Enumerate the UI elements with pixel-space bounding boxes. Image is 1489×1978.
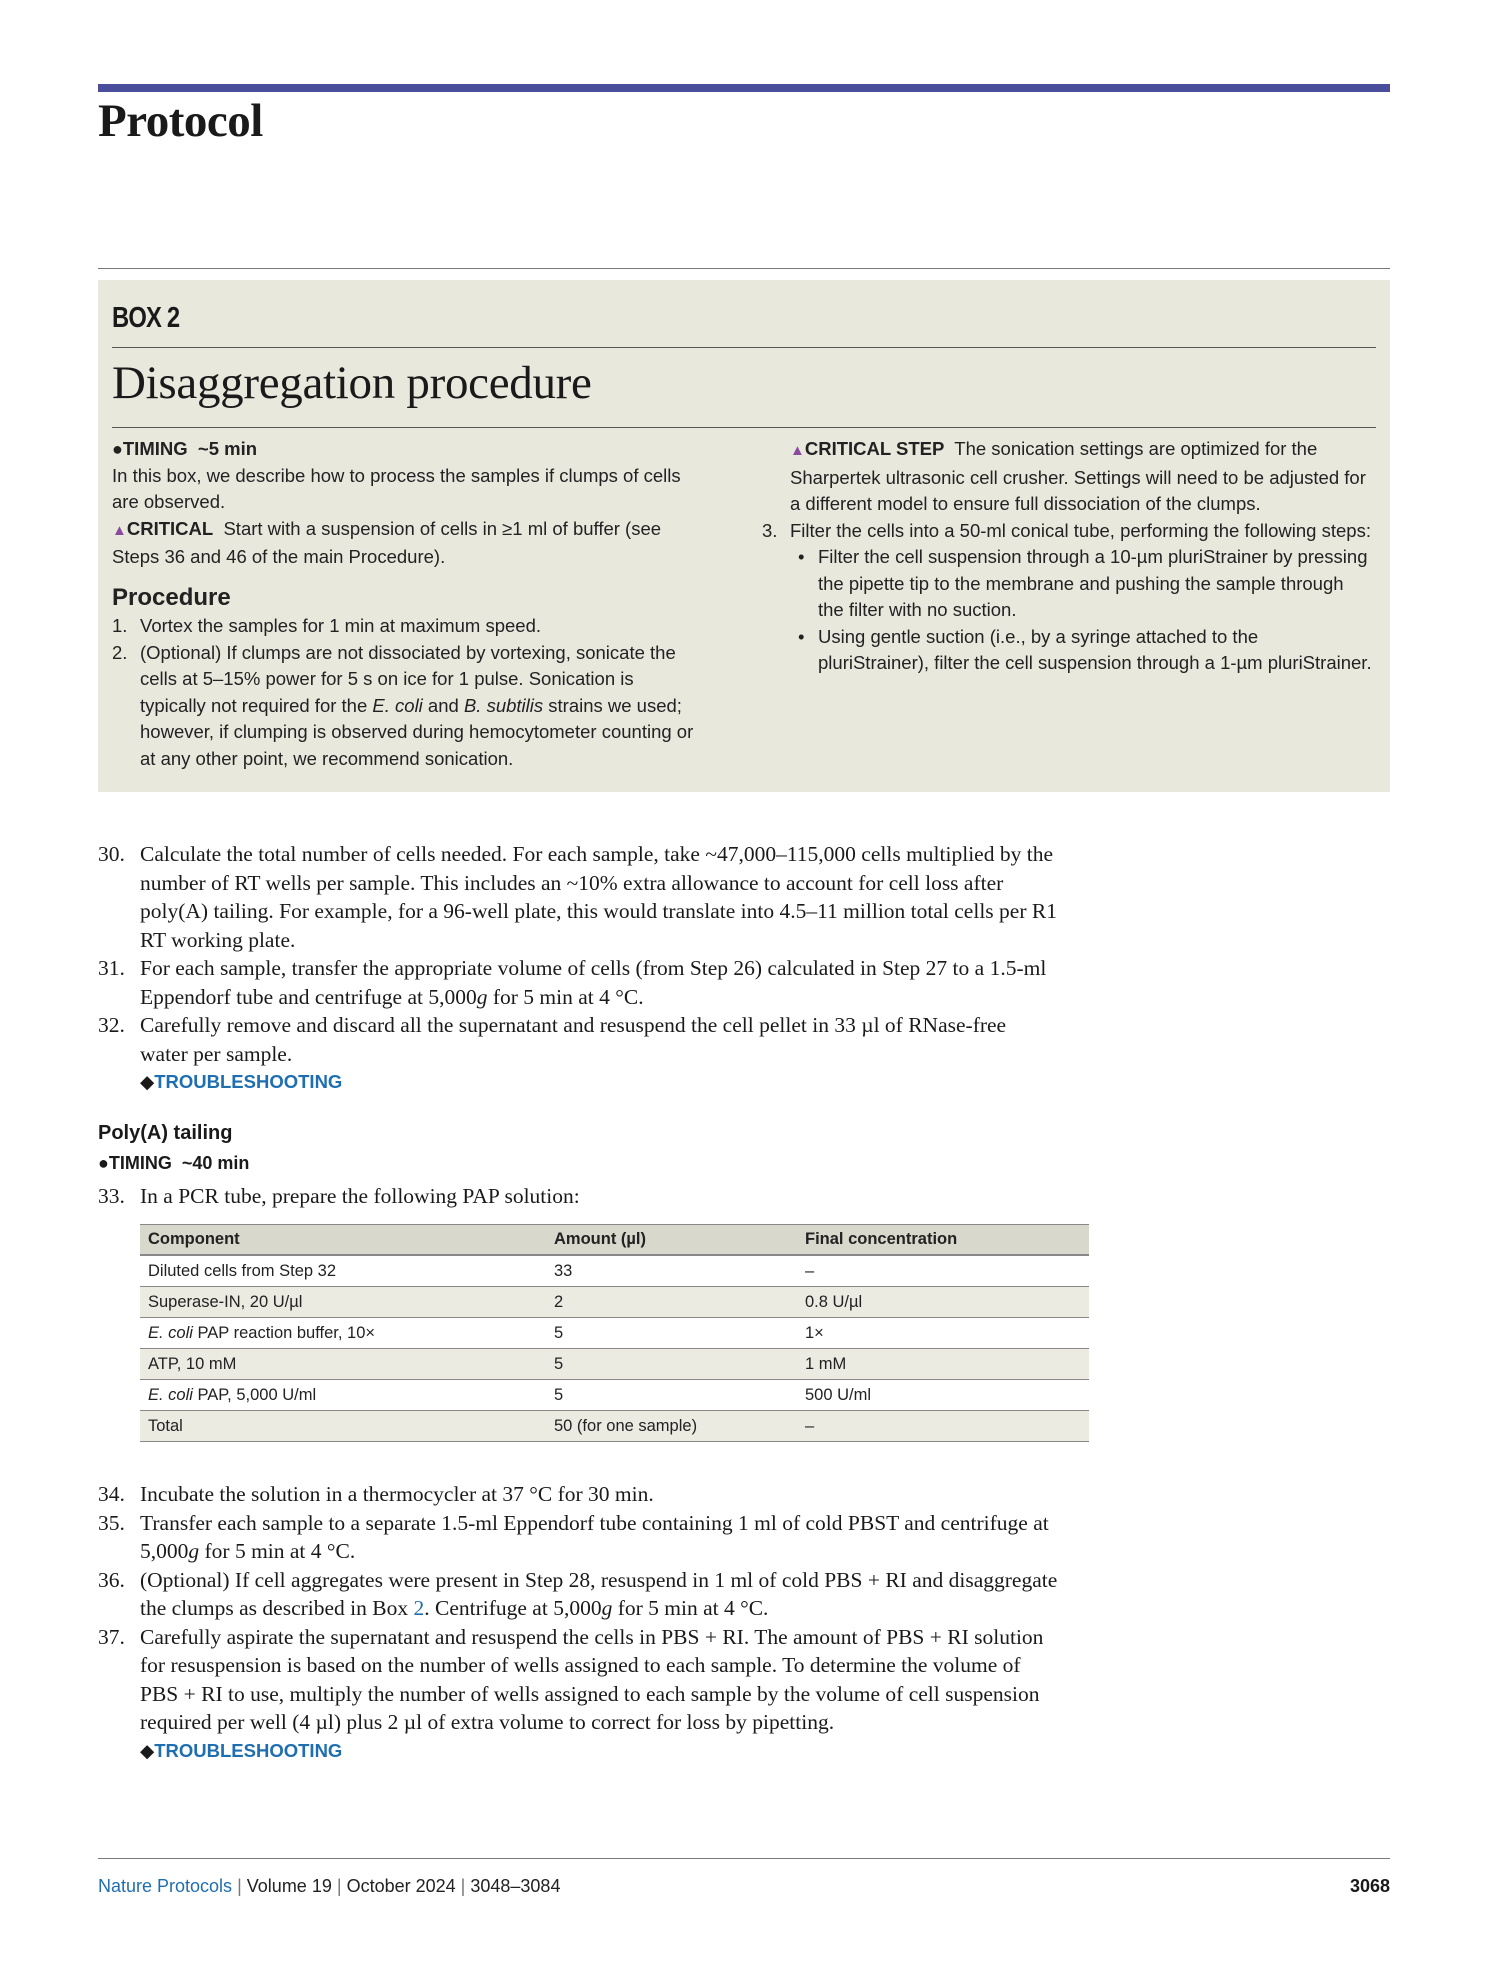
footer-citation: Nature Protocols | Volume 19 | October 2024 | 3048–3084 <box>98 1876 561 1896</box>
journal-link[interactable]: Nature Protocols <box>98 1876 233 1896</box>
table-row <box>140 1255 1089 1287</box>
step-33: 33. In a PCR tube, prepare the following PAP solution: <box>98 1184 580 1208</box>
footer-divider <box>98 1858 1390 1859</box>
box-2-link[interactable]: 2 <box>413 1596 425 1620</box>
box-right-column <box>762 436 1374 677</box>
procedure-heading: Procedure <box>112 583 231 611</box>
box-step-3: 3. Filter the cells into a 50-ml conical tube, performing the following steps: <box>762 519 1371 541</box>
table-header: Component <box>140 1225 546 1256</box>
table-cell: – <box>797 1255 1089 1287</box>
step-30: 30. Calculate the total number of cells needed. For each sample, take ~47,000–115,000 cells multiplied by the number of RT wells per sample. This includes an ~10% extra allowance to account for cell loss after poly(A) tailing. For example, for a 96-well plate, this would translate into 4.5–11 million total cells per R1 RT working plate. <box>98 842 1057 952</box>
critical-triangle-icon: ▲ <box>790 442 805 459</box>
table-cell: 50 (for one sample) <box>546 1411 797 1442</box>
table-cell: 2 <box>546 1287 797 1318</box>
table-cell: 5 <box>546 1349 797 1380</box>
table-cell: ATP, 10 mM <box>140 1349 546 1380</box>
step-34: 34. Incubate the solution in a thermocycler at 37 °C for 30 min. <box>98 1482 654 1506</box>
box-title: Disaggregation procedure <box>112 357 592 409</box>
troubleshooting-link[interactable]: ◆TROUBLESHOOTING <box>140 1071 343 1092</box>
page-number: 3068 <box>1349 1876 1390 1896</box>
box-bullet: • Using gentle suction (i.e., by a syringe attached to the pluriStrainer), filter the cell suspension through a 1-µm pluriStrainer. <box>798 625 1372 673</box>
table-cell: 1× <box>797 1318 1089 1349</box>
table-header: Amount (µl) <box>546 1225 797 1256</box>
box-timing: ●TIMING ~5 min <box>112 438 258 459</box>
table-cell: – <box>797 1411 1089 1442</box>
table-header: Final concentration <box>797 1225 1089 1256</box>
polya-timing: ●TIMING ~40 min <box>98 1153 250 1173</box>
troubleshooting-link[interactable]: ◆TROUBLESHOOTING <box>140 1739 343 1761</box>
table-cell: 500 U/ml <box>797 1380 1089 1411</box>
box-critical: ▲CRITICAL Start with a suspension of cells in ≥1 ml of buffer (see Steps 36 and 46 of the main Procedure). <box>112 517 662 567</box>
step-37: 37. Carefully aspirate the supernatant and resuspend the cells in PBS + RI. The amount of PBS + RI solution for resuspension is based on the number of wells assigned to each sample. To determine the volume of PBS + RI to use, multiply the number of wells assigned to each sample by the volume of cell suspension required per well (4 µl) plus 2 µl of extra volume to correct for loss by pipetting. <box>98 1624 1044 1734</box>
table-row <box>140 1318 1089 1349</box>
table-cell: 0.8 U/µl <box>797 1287 1089 1318</box>
bullet-icon: • <box>798 625 805 647</box>
box-left-column <box>112 436 702 772</box>
box-critical-step: ▲CRITICAL STEP The sonication settings are optimized for the Sharpertek ultrasonic cell crusher. Settings will need to be adjusted for a different model to ensure full dissociation of the clumps. <box>790 438 1366 514</box>
timing-dot-icon: ● <box>98 1153 109 1173</box>
box-divider <box>112 427 1376 428</box>
table-cell: Total <box>140 1411 546 1442</box>
diamond-icon: ◆ <box>140 1071 155 1092</box>
table-row <box>140 1287 1089 1318</box>
pap-solution-table <box>140 1224 1089 1442</box>
box-label: BOX 2 <box>112 302 180 334</box>
step-35: 35. Transfer each sample to a separate 1.5-ml Eppendorf tube containing 1 ml of cold PBST and centrifuge at 5,000g for 5 min at 4 °C. <box>98 1510 1049 1563</box>
box-step-1: 1. Vortex the samples for 1 min at maximum speed. <box>112 615 542 636</box>
top-divider <box>98 268 1390 269</box>
table-cell: E. coli PAP, 5,000 U/ml <box>140 1380 546 1411</box>
table-cell: 1 mM <box>797 1349 1089 1380</box>
page-section-label: Protocol <box>98 95 263 147</box>
table-header-row <box>140 1225 1089 1256</box>
steps-34-37 <box>98 1480 1058 1765</box>
step-31: 31. For each sample, transfer the appropriate volume of cells (from Step 26) calculated in Step 27 to a 1.5-ml Eppendorf tube and centrifuge at 5,000g for 5 min at 4 °C. <box>98 956 1047 1009</box>
step-36: 36. (Optional) If cell aggregates were present in Step 28, resuspend in 1 ml of cold PBS + RI and disaggregate the clumps as described in Box 2. Centrifuge at 5,000g for 5 min at 4 °C. <box>98 1567 1058 1620</box>
table-cell: 33 <box>546 1255 797 1287</box>
header-bar <box>98 84 1390 92</box>
box-intro: In this box, we describe how to process the samples if clumps of cells are observed. <box>112 464 681 512</box>
table-row <box>140 1380 1089 1411</box>
box-2 <box>98 280 1390 792</box>
table-row <box>140 1349 1089 1380</box>
table-cell: Diluted cells from Step 32 <box>140 1255 546 1287</box>
box-divider <box>112 347 1376 348</box>
timing-dot-icon: ● <box>112 439 123 459</box>
box-step-2: 2. (Optional) If clumps are not dissociated by vortexing, sonicate the cells at 5–15% power for 5 s on ice for 1 pulse. Sonication is typically not required for the E. coli and B. subtilis strains we used; however, if clumping is observed during hemocytometer counting or at any other point, we recommend sonication. <box>112 641 694 769</box>
steps-30-32 <box>98 840 1058 1096</box>
bullet-icon: • <box>798 546 805 567</box>
table-cell: 5 <box>546 1380 797 1411</box>
step-32: 32. Carefully remove and discard all the supernatant and resuspend the cell pellet in 33 µl of RNase-free water per sample. <box>98 1013 1007 1066</box>
table-cell: 5 <box>546 1318 797 1349</box>
table-cell: E. coli PAP reaction buffer, 10× <box>140 1318 546 1349</box>
box-bullet: • Filter the cell suspension through a 10-µm pluriStrainer by pressing the pipette tip to the membrane and pushing the sample through the filter with no suction. <box>798 546 1368 620</box>
diamond-icon: ◆ <box>140 1739 155 1761</box>
step-33-block <box>98 1182 1058 1211</box>
critical-triangle-icon: ▲ <box>112 521 127 539</box>
polya-heading: Poly(A) tailing <box>98 1122 233 1144</box>
table-cell: Superase-IN, 20 U/µl <box>140 1287 546 1318</box>
table-row <box>140 1411 1089 1442</box>
